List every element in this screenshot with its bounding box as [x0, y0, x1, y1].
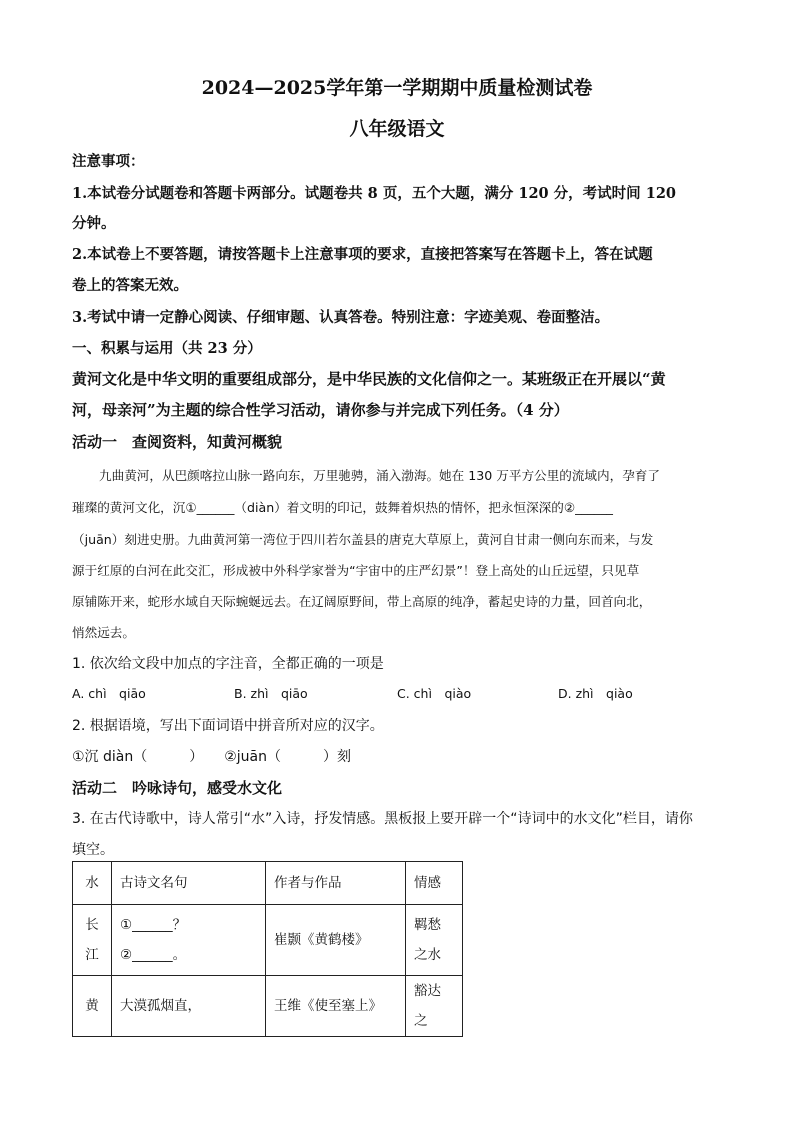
section-heading: 一、积累与运用（共 23 分） [72, 340, 262, 357]
notice-line: 3.考试中请一定静心阅读、仔细审题、认真答卷。特别注意：字迹美观、卷面整洁。 [72, 309, 610, 326]
activity-heading: 活动一 查阅资料，知黄河概貌 [72, 433, 283, 451]
notice-line: 1.本试卷分试题卷和答题卡两部分。试题卷共 8 页，五个大题，满分 120 分，考试时间 120 [72, 185, 676, 202]
section-intro-line: 黄河文化是中华文明的重要组成部分，是中华民族的文化信仰之一。某班级正在开展以“黄 [72, 370, 666, 388]
exam-subtitle: 八年级语文 [349, 118, 445, 140]
emotion-cell: 豁达之 [406, 976, 463, 1037]
emotion-cell: 羁愁之水 [406, 905, 463, 976]
passage-line: 源于红原的白河在此交汇，形成被中外科学家誉为“宇宙中的庄严幻景”！登上高处的山丘远望，只见草 [72, 563, 640, 578]
passage-line: 悄然远去。 [72, 625, 135, 640]
poem-table [72, 861, 463, 1037]
question-stem: 2. 根据语境，写出下面词语中拼音所对应的汉字。 [72, 718, 384, 734]
activity-heading: 活动二 吟咏诗句，感受水文化 [72, 779, 283, 797]
table-header-cell: 作者与作品 [266, 862, 406, 905]
question-stem: 1. 依次给文段中加点的字注音，全都正确的一项是 [72, 656, 384, 672]
option-b: B. zhì qiāo [234, 686, 308, 701]
table-row [73, 976, 463, 1037]
work-cell: 王维《使至塞上》 [266, 976, 406, 1037]
table-row [73, 905, 463, 976]
passage-line: 九曲黄河，从巴颜喀拉山脉一路向东，万里驰骋，涌入渤海。她在 130 万平方公里的流域内，孕育了 [99, 468, 660, 483]
question-stem: 填空。 [72, 842, 114, 858]
passage-line: 原铺陈开来，蛇形水域自天际蜿蜒远去。在辽阔原野间，带上高原的纯净，蓄起史诗的力量，回首向北， [72, 594, 652, 609]
question-stem: 3. 在古代诗歌中，诗人常引“水”入诗，抒发情感。黑板报上要开辟一个“诗词中的水文化”栏目，请你 [72, 811, 693, 827]
notice-line: 卷上的答案无效。 [72, 277, 188, 294]
passage-line: （juān）刻进史册。九曲黄河第一湾位于四川若尔盖县的唐克大草原上，黄河自甘肃一侧向东而来，与发 [72, 532, 654, 547]
notice-line: 2.本试卷上不要答题，请按答题卡上注意事项的要求，直接把答案写在答题卡上，答在试题 [72, 246, 653, 263]
option-a: A. chì qiāo [72, 686, 146, 701]
notice-heading: 注意事项： [72, 153, 145, 170]
verse-cell [112, 976, 266, 1037]
water-cell: 长江 [73, 905, 112, 976]
exam-title: 2024—2025学年第一学期期中质量检测试卷 [201, 77, 593, 99]
verse-cell [112, 905, 266, 976]
section-intro-line: 河，母亲河”为主题的综合性学习活动，请你参与并完成下列任务。（4 分） [72, 401, 569, 419]
option-d: D. zhì qiào [558, 686, 633, 701]
answer-blanks: ①沉 diàn（ ） ②juān（ ）刻 [72, 749, 351, 765]
table-header-row [73, 862, 463, 905]
passage-line: 璀璨的黄河文化，沉①______（diàn）着文明的印记，鼓舞着炽热的情怀，把永恒深深的②______ [72, 500, 613, 515]
verse-line: 大漠孤烟直， [120, 998, 201, 1014]
work-cell: 崔颢《黄鹤楼》 [266, 905, 406, 976]
verse-blank: ①______？ [120, 917, 187, 933]
water-cell: 黄 [73, 976, 112, 1037]
table-header-cell: 水 [73, 862, 112, 905]
table-header-cell: 情感 [406, 862, 463, 905]
option-c: C. chì qiào [397, 686, 472, 701]
table-header-cell: 古诗文名句 [112, 862, 266, 905]
notice-line: 分钟。 [72, 215, 116, 232]
verse-blank: ②______。 [120, 947, 187, 963]
